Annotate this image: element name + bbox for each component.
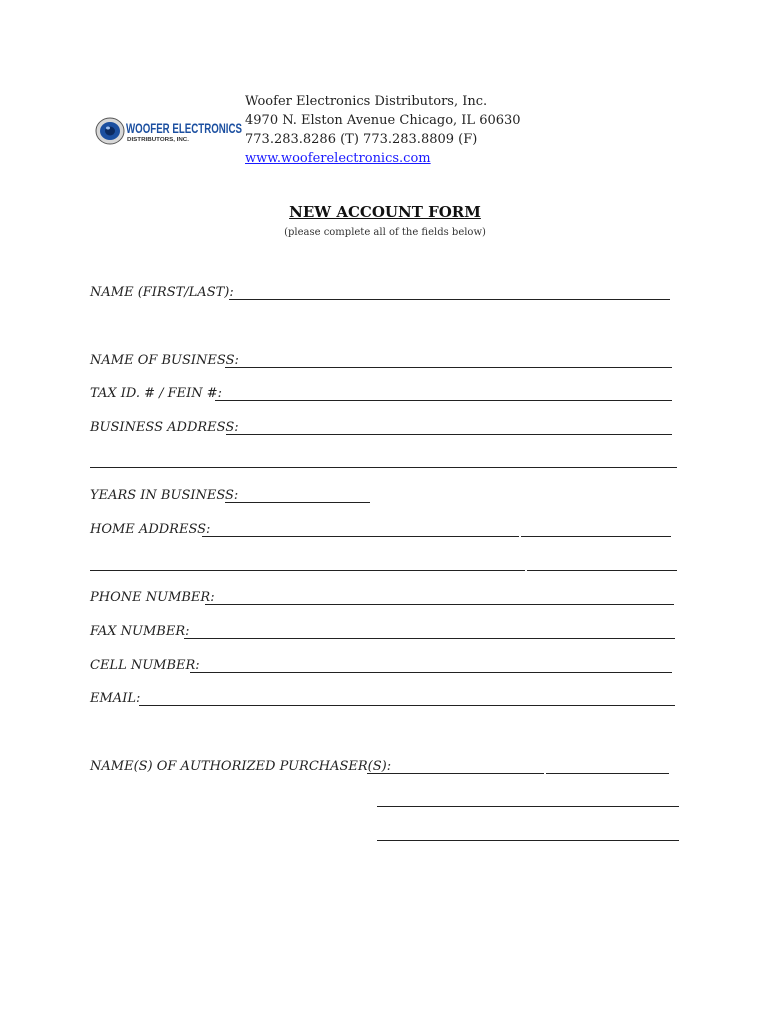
woofer-electronics-logo [94, 113, 244, 149]
cell-label: CELL NUMBER: [90, 658, 200, 673]
company-name: Woofer Electronics Distributors, Inc. [245, 94, 488, 109]
company-address: 4970 N. Elston Avenue Chicago, IL 60630 [245, 113, 521, 128]
business-address-field-line-2[interactable] [90, 467, 677, 468]
home-address-field-line[interactable] [202, 536, 519, 537]
fax-label: FAX NUMBER: [90, 624, 190, 639]
home-address-field-line-b[interactable] [521, 536, 671, 537]
home-address-field-line-2[interactable] [90, 570, 525, 571]
business-name-field-line[interactable] [225, 367, 672, 368]
business-name-label: NAME OF BUSINESS: [90, 353, 239, 368]
company-website-link[interactable]: www.wooferelectronics.com [245, 151, 431, 166]
phone-label: PHONE NUMBER: [90, 590, 215, 605]
years-in-business-field-line[interactable] [225, 502, 370, 503]
logo-main-text: WOOFER ELECTRONICS [126, 121, 242, 136]
tax-id-field-line[interactable] [215, 400, 672, 401]
email-field-line[interactable] [139, 705, 675, 706]
tax-id-label: TAX ID. # / FEIN #: [90, 386, 223, 401]
company-phone-fax: 773.283.8286 (T) 773.283.8809 (F) [245, 132, 478, 147]
form-subtitle: (please complete all of the fields below) [284, 227, 486, 238]
email-label: EMAIL: [90, 691, 141, 706]
business-address-label: BUSINESS ADDRESS: [90, 420, 239, 435]
authorized-purchaser-line-1b[interactable] [546, 773, 669, 774]
home-address-field-line-2b[interactable] [527, 570, 677, 571]
cell-field-line[interactable] [190, 672, 672, 673]
authorized-purchasers-label: NAME(S) OF AUTHORIZED PURCHASER(S): [90, 759, 392, 774]
authorized-purchaser-line-1a[interactable] [367, 773, 544, 774]
name-label: NAME (FIRST/LAST): [90, 285, 234, 300]
authorized-purchaser-line-2[interactable] [377, 806, 679, 807]
fax-field-line[interactable] [184, 638, 675, 639]
business-address-field-line[interactable] [226, 434, 672, 435]
phone-field-line[interactable] [205, 604, 674, 605]
years-in-business-label: YEARS IN BUSINESS: [90, 488, 239, 503]
authorized-purchaser-line-3[interactable] [377, 840, 679, 841]
home-address-label: HOME ADDRESS: [90, 522, 211, 537]
logo-sub-text: DISTRIBUTORS, INC. [127, 137, 190, 143]
name-field-line[interactable] [229, 299, 670, 300]
form-title: NEW ACCOUNT FORM [289, 203, 481, 221]
company-info [245, 92, 521, 168]
